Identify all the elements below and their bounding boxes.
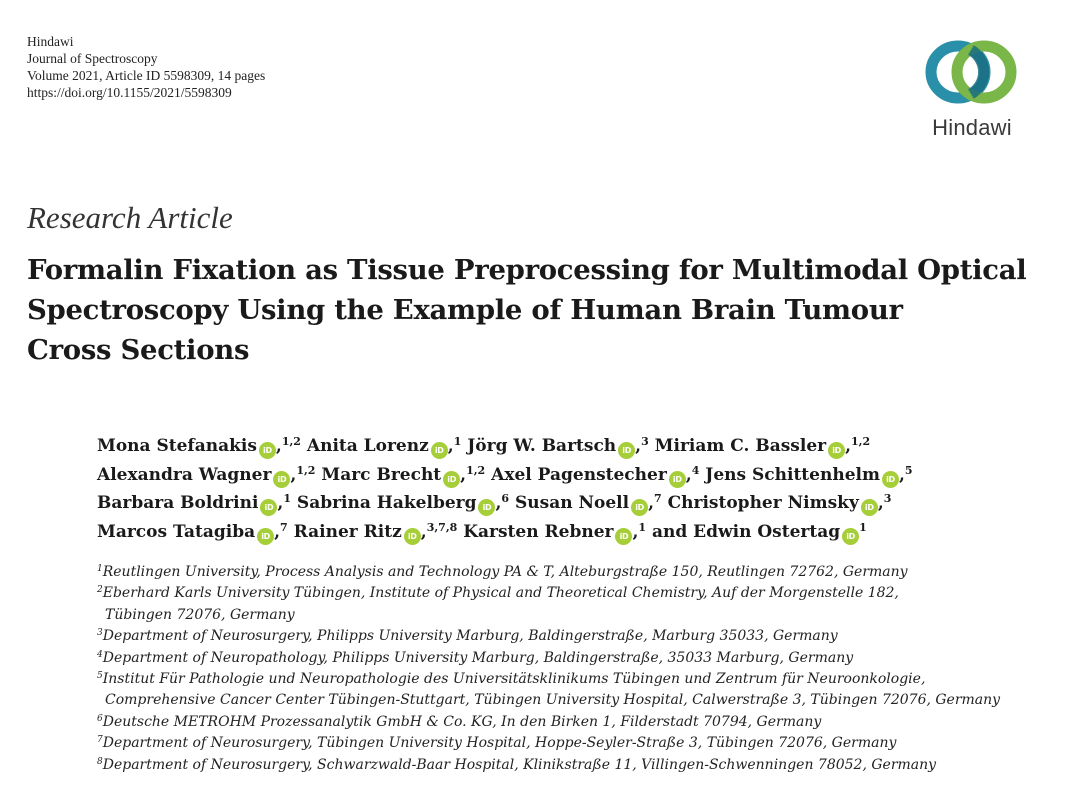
orcid-icon[interactable]: iD	[861, 499, 878, 516]
affiliation-number: 5	[97, 671, 103, 682]
author-affiliation-sup: 6	[501, 492, 510, 505]
orcid-icon[interactable]: iD	[260, 499, 277, 516]
affiliation-text: Eberhard Karls University Tübingen, Institute of Physical and Theoretical Chemistry, Auf der Morgenstelle 182,	[102, 585, 899, 602]
affiliation-item	[97, 690, 1057, 711]
affiliation-text: Department of Neurosurgery, Schwarzwald-Baar Hospital, Klinikstraße 11, Villingen-Schwenningen 78052, Germany	[102, 756, 937, 773]
affiliation-number: 7	[97, 735, 103, 746]
comma: ,	[685, 464, 692, 485]
author-name: Christopher Nimsky	[667, 493, 859, 513]
title-line: Formalin Fixation as Tissue Preprocessing for Multimodal Optical	[27, 254, 1027, 286]
comma: ,	[877, 493, 884, 513]
author-line	[97, 518, 1057, 547]
comma: ,	[648, 493, 655, 513]
publisher-name: Hindawi	[27, 34, 74, 49]
author-name: Miriam C. Bassler	[654, 436, 827, 456]
affiliation-text: Reutlingen University, Process Analysis and Technology PA & T, Alteburgstraße 150, Reutlingen 72762, Germany	[102, 564, 908, 580]
author-affiliation-sup: 3	[883, 492, 892, 505]
comma: ,	[275, 436, 282, 456]
article-type: Research Article	[27, 200, 233, 235]
affiliation-text: Department of Neuropathology, Philipps University Marburg, Baldingerstraße, 35033 Marburg, Germany	[102, 649, 854, 666]
comma: ,	[420, 521, 427, 542]
author-name: and Edwin Ostertag	[651, 521, 841, 542]
title-line: Spectroscopy Using the Example of Human Brain Tumour	[27, 294, 903, 326]
affiliation-list	[97, 562, 1057, 776]
author-affiliation-sup: 1,2	[466, 463, 486, 477]
hindawi-logo-text: Hindawi	[932, 115, 1012, 140]
author-name: Karsten Rebner	[463, 521, 614, 542]
author-affiliation-sup: 1,2	[851, 435, 871, 448]
author-affiliation-sup: 1,2	[281, 435, 301, 448]
author-affiliation-sup: 1	[283, 492, 291, 505]
affiliation-number: 6	[97, 713, 103, 724]
author-name: Alexandra Wagner	[97, 464, 272, 485]
affiliation-number: 2	[97, 585, 103, 596]
author-name: Anita Lorenz	[306, 436, 429, 456]
author-name: Sabrina Hakelberg	[296, 493, 477, 513]
author-name: Barbara Boldrini	[97, 493, 259, 513]
author-name: Mona Stefanakis	[97, 436, 257, 456]
orcid-icon[interactable]: iD	[882, 471, 899, 488]
affiliation-text: Tübingen 72076, Germany	[105, 606, 295, 623]
author-affiliation-sup: 1,2	[296, 463, 316, 477]
affiliation-item	[97, 562, 1057, 583]
author-affiliation-sup: 1	[859, 520, 867, 534]
comma: ,	[290, 464, 297, 485]
comma: ,	[495, 493, 502, 513]
hindawi-logo[interactable]	[918, 32, 1026, 140]
affiliation-text: Department of Neurosurgery, Philipps University Marburg, Baldingerstraße, Marburg 35033, Germany	[102, 628, 838, 645]
comma: ,	[447, 436, 454, 456]
comma: ,	[277, 493, 284, 513]
comma: ,	[898, 464, 905, 485]
author-name: Jörg W. Bartsch	[467, 436, 617, 456]
affiliation-text: Comprehensive Cancer Center Tübingen-Stuttgart, Tübingen University Hospital, Calwerstraße 3, Tübingen 72076, Germany	[105, 692, 1001, 709]
volume-info: Volume 2021, Article ID 5598309, 14 pages	[27, 68, 266, 83]
author-list	[97, 432, 1057, 546]
author-affiliation-sup: 1	[453, 435, 462, 448]
orcid-icon[interactable]: iD	[257, 528, 274, 545]
orcid-icon[interactable]: iD	[669, 471, 686, 488]
affiliation-item	[97, 712, 1057, 733]
journal-info	[27, 33, 265, 101]
author-affiliation-sup: 7	[280, 520, 288, 534]
orcid-icon[interactable]: iD	[828, 442, 845, 459]
orcid-icon[interactable]: iD	[443, 471, 460, 488]
author-name: Axel Pagenstecher	[491, 464, 667, 485]
author-affiliation-sup: 5	[904, 463, 913, 477]
comma: ,	[845, 436, 852, 456]
affiliation-number: 3	[97, 628, 103, 639]
doi-link[interactable]: https://doi.org/10.1155/2021/5598309	[27, 85, 232, 100]
author-name: Rainer Ritz	[293, 521, 402, 542]
author-affiliation-sup: 3	[641, 435, 649, 448]
paper-title	[27, 250, 1047, 370]
journal-name: Journal of Spectroscopy	[27, 51, 158, 66]
author-affiliation-sup: 4	[691, 463, 700, 477]
orcid-icon[interactable]: iD	[842, 528, 859, 545]
orcid-icon[interactable]: iD	[615, 528, 632, 545]
affiliation-number: 8	[97, 756, 103, 767]
orcid-icon[interactable]: iD	[631, 499, 648, 516]
orcid-icon[interactable]: iD	[618, 442, 635, 459]
affiliation-item	[97, 605, 1057, 626]
orcid-icon[interactable]: iD	[404, 528, 421, 545]
author-name: Jens Schittenhelm	[705, 464, 880, 485]
orcid-icon[interactable]: iD	[259, 442, 276, 459]
affiliation-item	[97, 583, 1057, 604]
author-name: Marcos Tatagiba	[97, 521, 256, 542]
title-line: Cross Sections	[27, 334, 250, 366]
affiliation-text: Deutsche METROHM Prozessanalytik GmbH & Co. KG, In den Birken 1, Filderstadt 70794, Germany	[102, 713, 822, 730]
orcid-icon[interactable]: iD	[478, 499, 495, 516]
author-line	[97, 461, 1057, 490]
author-affiliation-sup: 3,7,8	[426, 520, 458, 534]
author-affiliation-sup: 1	[638, 520, 647, 534]
author-name: Marc Brecht	[321, 464, 442, 485]
author-name: Susan Noell	[514, 493, 630, 513]
affiliation-text: Department of Neurosurgery, Tübingen University Hospital, Hoppe-Seyler-Straße 3, Tübingen 72076, Germany	[102, 735, 897, 752]
comma: ,	[274, 521, 281, 542]
affiliation-item	[97, 626, 1057, 647]
comma: ,	[460, 464, 467, 485]
affiliation-number: 1	[97, 564, 103, 574]
affiliation-item	[97, 733, 1057, 754]
affiliation-number: 4	[97, 649, 103, 660]
affiliation-item	[97, 669, 1057, 690]
affiliation-text: Institut Für Pathologie und Neuropathologie des Universitätsklinikums Tübingen und Zentrum für Neuroonkologie,	[102, 671, 926, 688]
affiliation-item	[97, 755, 1057, 776]
author-line	[97, 489, 1057, 518]
author-affiliation-sup: 7	[654, 492, 662, 505]
orcid-icon[interactable]: iD	[273, 471, 290, 488]
affiliation-item	[97, 648, 1057, 669]
comma: ,	[635, 436, 642, 456]
hindawi-logo-icon	[918, 32, 1026, 112]
author-line	[97, 432, 1057, 461]
orcid-icon[interactable]: iD	[431, 442, 448, 459]
comma: ,	[632, 521, 639, 542]
